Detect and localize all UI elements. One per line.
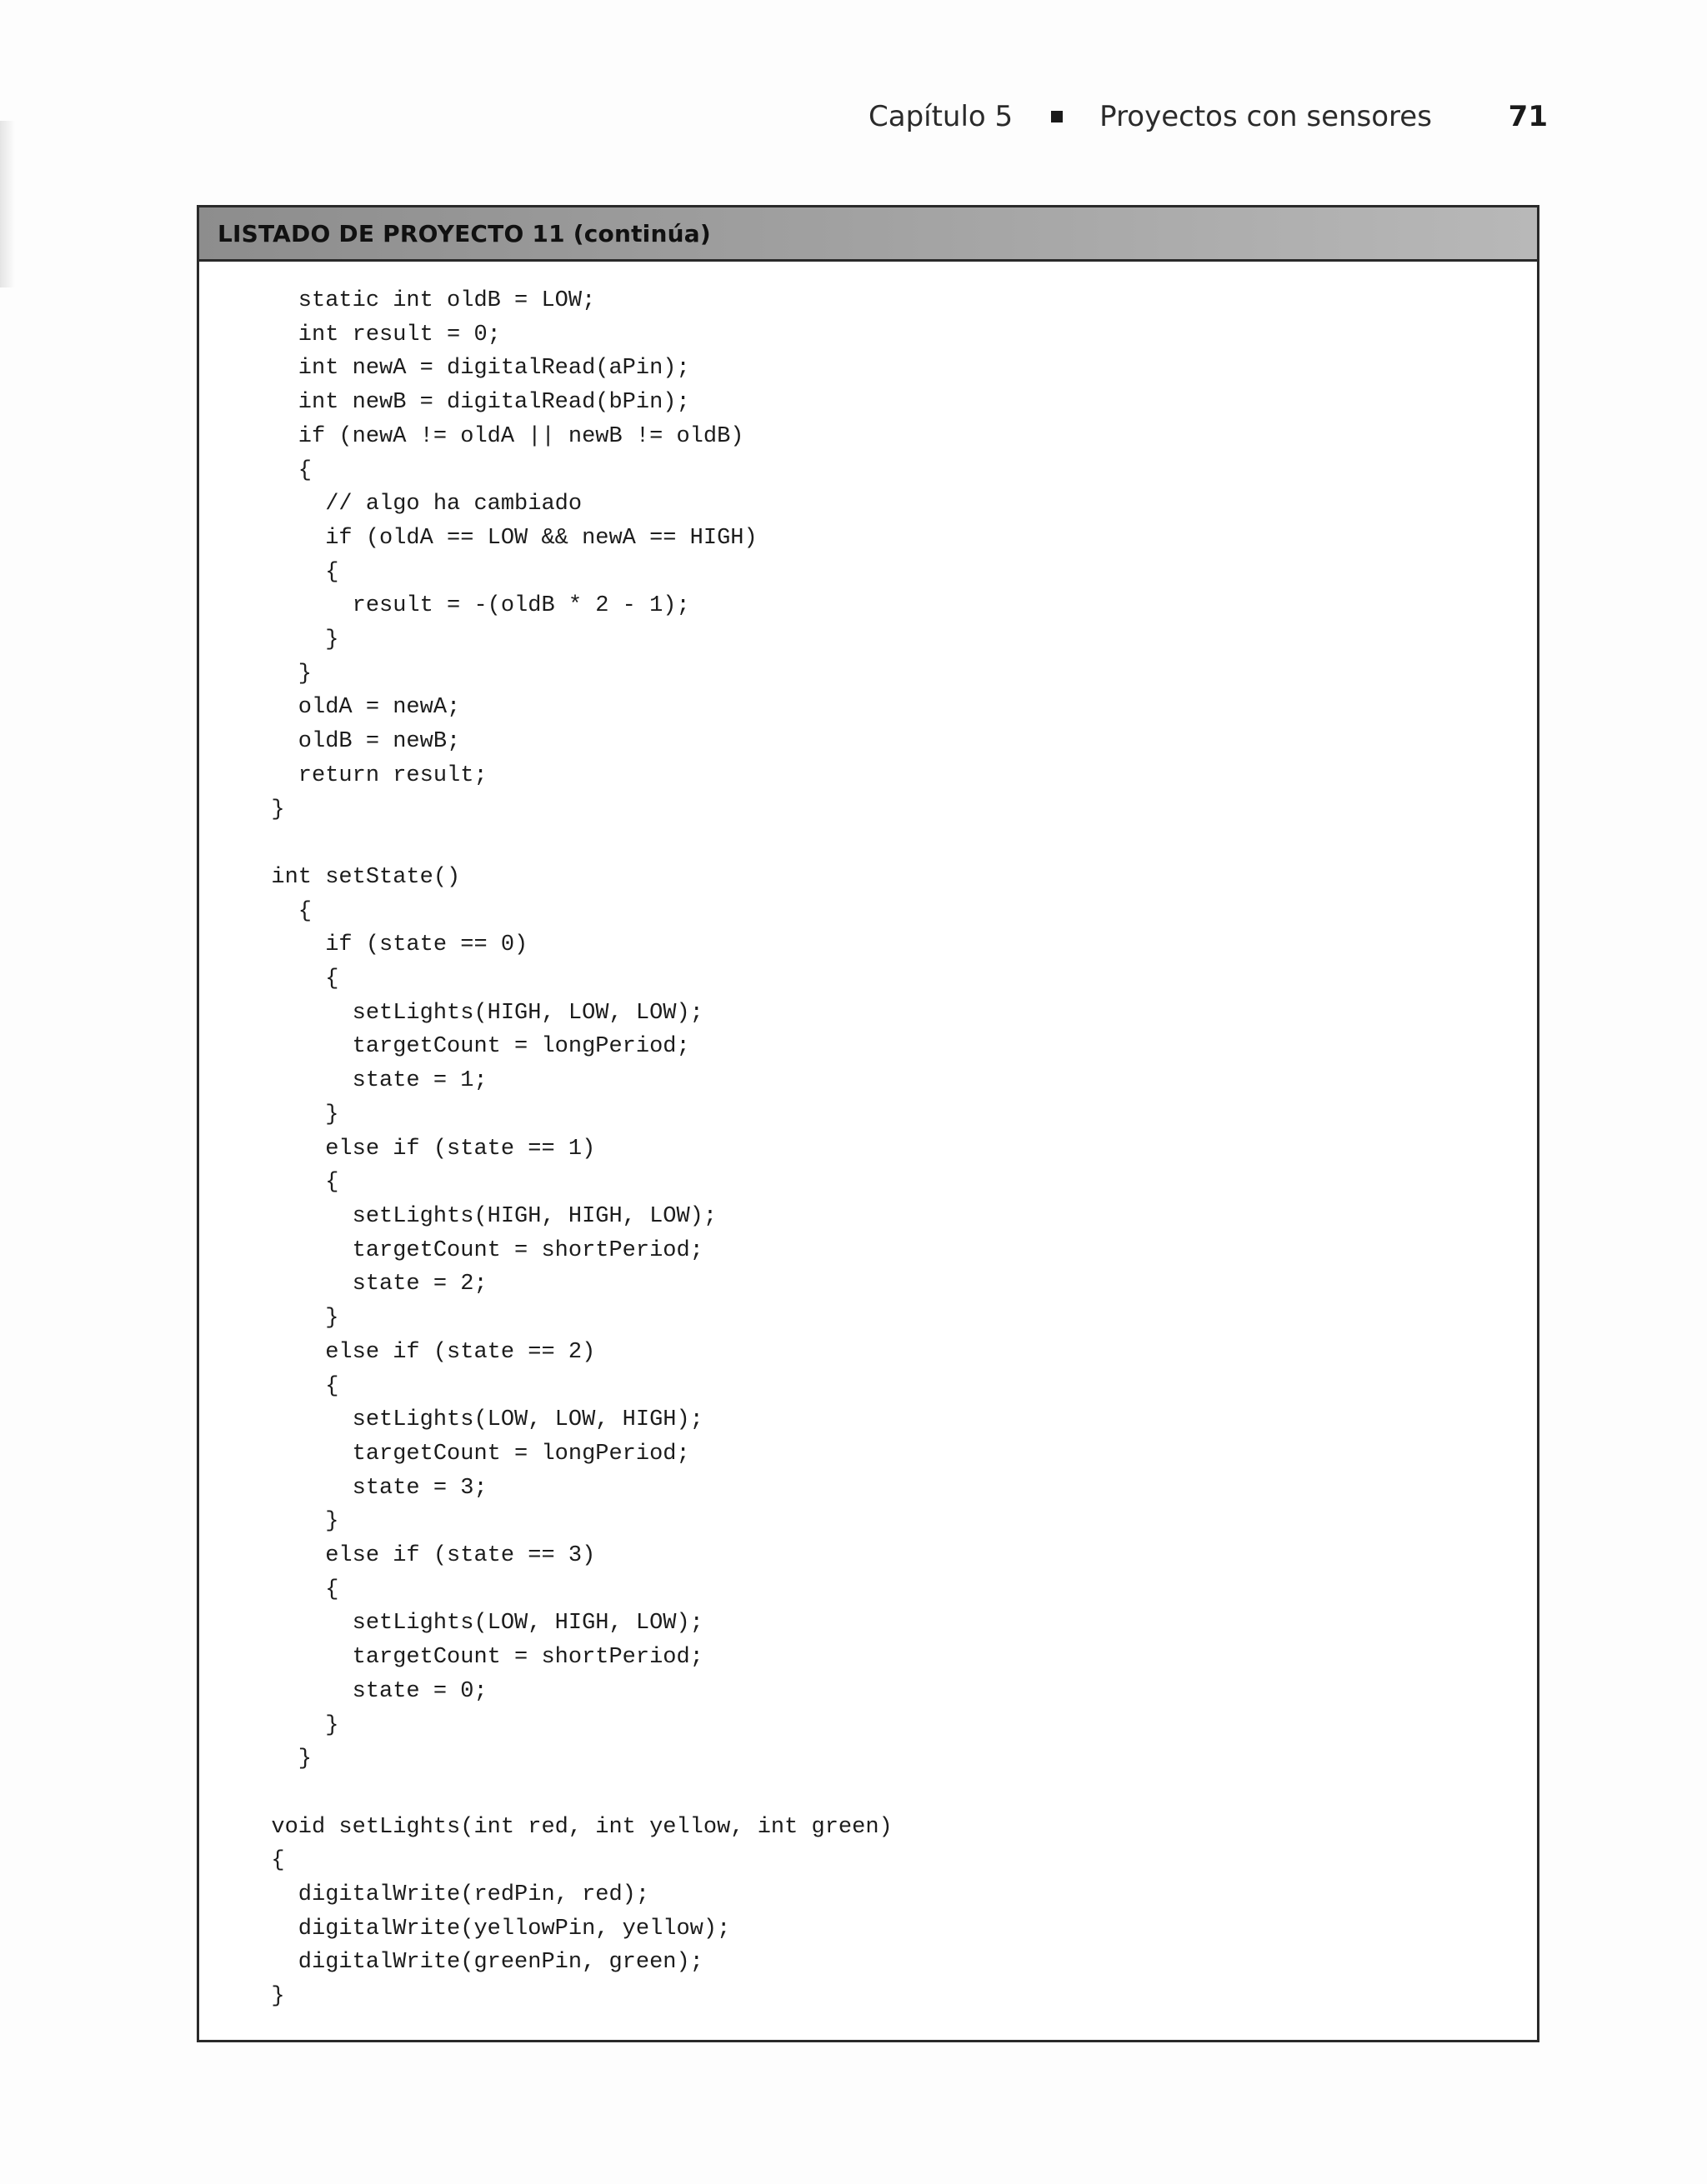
- code-block: static int oldB = LOW; int result = 0; int newA = digitalRead(aPin); int newB = digitalRead(bPin); if (newA != oldA || newB != oldB) { // algo ha cambiado if (oldA == LOW && newA == HIGH) { result = -(oldB * 2 - 1); } } oldA = newA; oldB = newB; return result; } int setState() { if (state == 0) { setLights(HIGH, LOW, LOW); targetCount = longPeriod; state = 1; } else if (state == 1) { setLights(HIGH, HIGH, LOW); targetCount = shortPeriod; state = 2; } else if (state == 2) { setLights(LOW, LOW, HIGH); targetCount = longPeriod; state = 3; } else if (state == 3) { setLights(LOW, HIGH, LOW); targetCount = shortPeriod; state = 0; } } void setLights(int red, int yellow, int green) { digitalWrite(redPin, red); digitalWrite(yellowPin, yellow); digitalWrite(greenPin, green); }: [271, 288, 893, 2010]
- page-header: [869, 98, 1548, 135]
- chapter-title: Capítulo 5: [869, 100, 1014, 133]
- square-bullet-icon: [1051, 111, 1063, 122]
- page-number: 71: [1508, 100, 1548, 133]
- section-title: Proyectos con sensores: [1099, 100, 1432, 133]
- listing-title: LISTADO DE PROYECTO 11 (continúa): [218, 219, 711, 247]
- scan-edge-shadow: [0, 121, 15, 287]
- code-listing-box: [197, 205, 1539, 2042]
- listing-title-bar: [199, 207, 1537, 262]
